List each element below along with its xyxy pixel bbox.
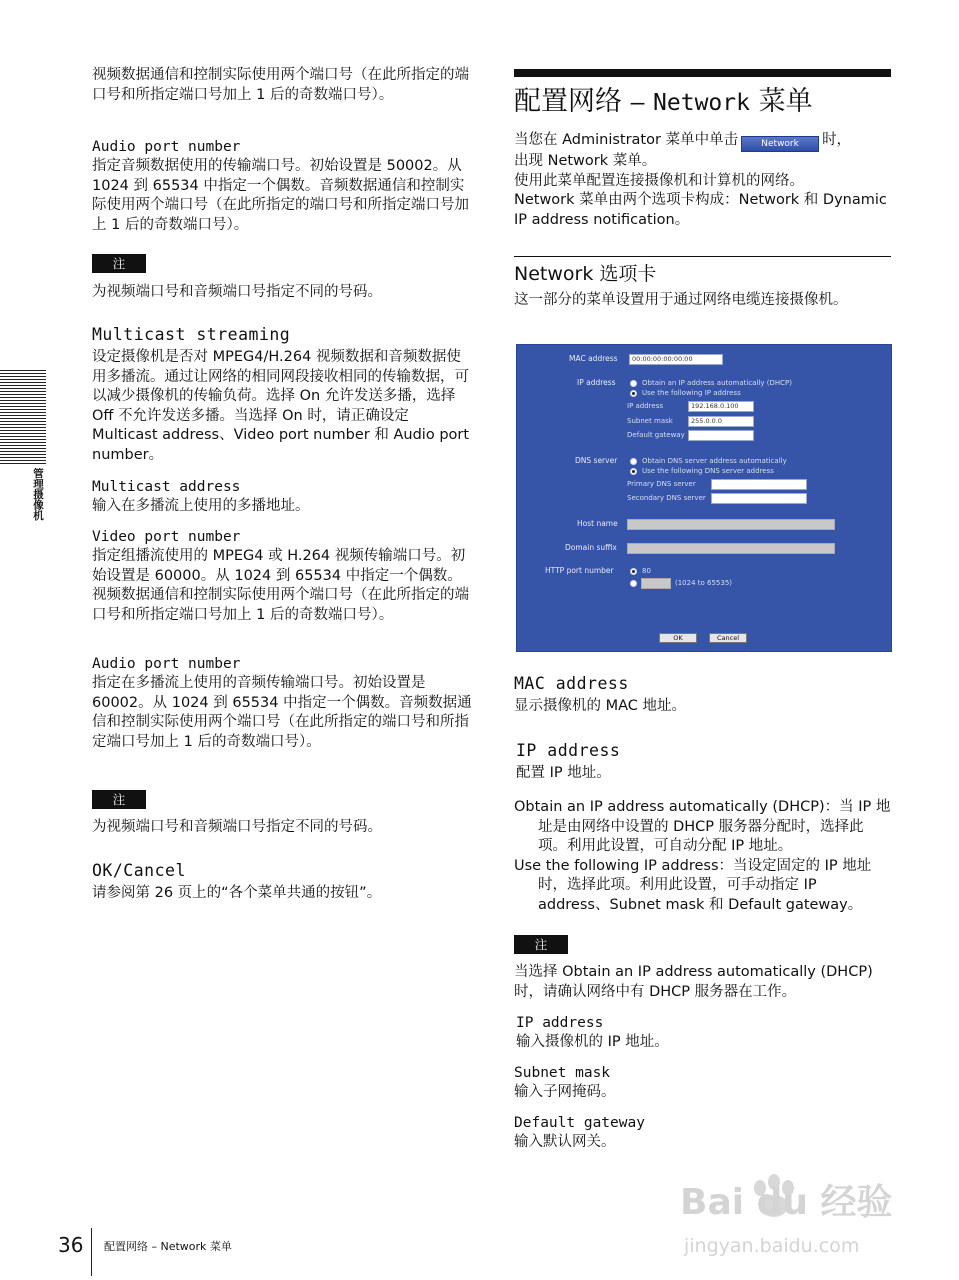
title-en: Network (653, 90, 750, 116)
intro-c: 出现 Network 菜单。 (514, 153, 657, 169)
audio-port-body: 指定音频数据使用的传输端口号。初始设置是 50002。从 1024 到 65534 中指定一个偶数。音频数据通信和控制实际使用两个端口号（在此所指定的端口号和所指定端口号加上 1 后的奇数端口号）。 (92, 158, 469, 233)
note-text-2 (92, 818, 472, 838)
panel-dns-label: DNS server (575, 456, 618, 465)
baidu-paw-icon (680, 1168, 900, 1258)
mac-heading: MAC address (514, 674, 629, 693)
network-tab-body: 这一部分的菜单设置用于通过网络电缆连接摄像机。 (514, 292, 848, 308)
subnet-body: 输入子网掩码。 (514, 1084, 616, 1100)
dhcp-note (514, 963, 892, 1002)
ipaddr-body: 输入摄像机的 IP 地址。 (516, 1034, 669, 1050)
ip-body: 配置 IP 地址。 (516, 765, 611, 781)
panel-ip-radio-auto[interactable] (630, 380, 637, 387)
panel-http-radio-80[interactable] (630, 568, 637, 575)
panel-dns-secondary: Secondary DNS server (627, 494, 706, 502)
gateway-section (514, 1114, 892, 1153)
gateway-heading: Default gateway (514, 1115, 645, 1131)
panel-host-label: Host name (577, 519, 618, 528)
note-tag-3: 注 (514, 935, 568, 954)
network-settings-screenshot (516, 344, 892, 652)
multicast-section (92, 325, 472, 465)
ip-options (514, 798, 892, 915)
multicast-address-heading: Multicast address (92, 479, 241, 495)
mac-body: 显示摄像机的 MAC 地址。 (514, 698, 687, 714)
page-title (514, 84, 813, 121)
watermark-url: jingyan.baidu.com (684, 1235, 860, 1257)
note-tag: 注 (92, 254, 146, 273)
panel-host-field[interactable] (627, 519, 835, 530)
panel-cancel-button[interactable]: Cancel (709, 633, 747, 643)
mac-section (514, 674, 892, 717)
side-tab-stripes (0, 370, 46, 466)
multicast-body: 设定摄像机是否对 MPEG4/H.264 视频数据和音频数据使用多播流。通过让网络的相同网段接收相同的传输数据，可以减少摄像机的传输负荷。选择 On 允许发送多播，选择 Off 不允许发送多播。当选择 On 时，请正确设定 Multicast address、Video port number 和 Audio port number。 (92, 349, 470, 463)
ipaddr-section (516, 1014, 894, 1053)
panel-subnet-field[interactable]: 255.0.0.0 (688, 416, 754, 427)
panel-dns-primary-field[interactable] (711, 479, 807, 490)
title-cn-1: 配置网络 (514, 86, 622, 117)
panel-dns-opt-auto: Obtain DNS server address automatically (642, 457, 787, 465)
intro-e: Network 菜单由两个选项卡构成：Network 和 Dynamic IP address notification。 (514, 192, 887, 228)
audio-port2-body: 指定在多播流上使用的音频传输端口号。初始设置是 60002。从 1024 到 65534 中指定一个偶数。音频数据通信和控制实际使用两个端口号（在此所指定的端口号和所指定端口号加上 1 后的奇数端口号）。 (92, 675, 472, 750)
panel-domain-field[interactable] (627, 543, 835, 554)
gateway-body: 输入默认网关。 (514, 1134, 616, 1150)
panel-ok-button[interactable]: OK (659, 633, 697, 643)
ip-option-obtain: Obtain an IP address automatically (DHCP)：当 IP 地址是由网络中设置的 DHCP 服务器分配时，选择此项。利用此设置，可自动分配 IP 地址。 (514, 799, 891, 854)
panel-domain-label: Domain suffix (565, 543, 617, 552)
note-tag-2: 注 (92, 790, 146, 809)
dhcp-note-body: 当选择 Obtain an IP address automatically (DHCP) 时，请确认网络中有 DHCP 服务器在工作。 (514, 964, 873, 1000)
panel-ip-opt-manual: Use the following IP address (642, 389, 741, 397)
watermark-brand: Bai du 经验 (680, 1182, 893, 1223)
panel-ip-opt-auto: Obtain an IP address automatically (DHCP) (642, 379, 792, 387)
title-cn-2: 菜单 (758, 86, 813, 117)
network-tab-heading: Network 选项卡 (514, 263, 657, 285)
panel-http-80: 80 (642, 567, 651, 575)
ip-heading: IP address (516, 741, 621, 760)
panel-subnet-sub: Subnet mask (627, 417, 673, 425)
panel-mac-label: MAC address (569, 354, 618, 363)
video-port-heading: Video port number (92, 529, 241, 545)
note-body: 为视频端口号和音频端口号指定不同的号码。 (92, 284, 382, 300)
ok-cancel-section (92, 861, 472, 904)
audio-port2-section (92, 655, 472, 752)
video-port-section (92, 528, 472, 625)
ok-cancel-heading: OK/Cancel (92, 861, 186, 880)
ip-section (516, 741, 894, 784)
title-dash: – (630, 90, 645, 116)
note-text (92, 283, 472, 303)
paragraph-video-port-note: 视频数据通信和控制实际使用两个端口号（在此所指定的端口号和所指定端口号加上 1 后的奇数端口号）。 (92, 67, 469, 103)
panel-dns-radio-auto[interactable] (630, 458, 637, 465)
intro-line-1 (514, 131, 892, 152)
panel-http-radio-custom[interactable] (630, 580, 637, 587)
ipaddr-heading: IP address (516, 1015, 604, 1031)
audio-port-section (92, 138, 472, 235)
audio-port-heading: Audio port number (92, 139, 241, 155)
intro-d: 使用此菜单配置连接摄像机和计算机的网络。 (514, 172, 804, 189)
panel-ip-radio-manual[interactable] (630, 390, 637, 397)
multicast-heading: Multicast streaming (92, 325, 291, 344)
side-tab-label: 管理摄像机 (32, 468, 44, 521)
panel-mac-field: 00:00:00:00:00:00 (629, 354, 723, 365)
video-port-body: 指定组播流使用的 MPEG4 或 H.264 视频传输端口号。初始设置是 60000。从 1024 到 65534 中指定一个偶数。视频数据通信和控制实际使用两个端口号（在此所指定的端口号和所指定端口号加上 1 后的奇数端口号）。 (92, 548, 469, 623)
panel-dns-secondary-field[interactable] (711, 493, 807, 504)
panel-dns-primary: Primary DNS server (627, 480, 696, 488)
panel-gateway-sub: Default gateway (627, 431, 685, 439)
audio-port2-heading: Audio port number (92, 656, 241, 672)
page-number: 36 (58, 1233, 84, 1257)
intro-a: 当您在 Administrator 菜单中单击 (514, 132, 739, 148)
multicast-address-body: 输入在多播流上使用的多播地址。 (92, 498, 310, 514)
running-head: 配置网络 – Network 菜单 (104, 1240, 232, 1253)
ok-cancel-body: 请参阅第 26 页上的“各个菜单共通的按钮”。 (92, 885, 382, 901)
title-bar (514, 69, 891, 77)
left-column (92, 66, 472, 105)
panel-gateway-field[interactable] (688, 430, 754, 441)
subnet-section (514, 1064, 892, 1103)
panel-http-label: HTTP port number (545, 566, 614, 575)
panel-ip-label: IP address (577, 378, 616, 387)
intro-section (514, 131, 892, 230)
panel-dns-opt-manual: Use the following DNS server address (642, 467, 774, 475)
multicast-address-section (92, 478, 472, 517)
intro-b: 时， (822, 132, 852, 148)
section-rule (514, 256, 891, 257)
subnet-heading: Subnet mask (514, 1065, 611, 1081)
panel-ip-field[interactable]: 192.168.0.100 (688, 401, 754, 412)
footer-rule (91, 1228, 92, 1276)
ip-option-use: Use the following IP address：当设定固定的 IP 地址时，选择此项。利用此设置，可手动指定 IP address、Subnet mask 和 Default gateway。 (514, 857, 872, 913)
network-menu-button[interactable]: Network (741, 136, 819, 152)
panel-http-range: (1024 to 65535) (675, 579, 733, 587)
note-body-2: 为视频端口号和音频端口号指定不同的号码。 (92, 819, 382, 835)
panel-dns-radio-manual[interactable] (630, 468, 637, 475)
panel-http-field[interactable] (641, 578, 671, 589)
baidu-watermark (680, 1168, 900, 1258)
panel-ip-sub: IP address (627, 402, 664, 410)
network-tab-section (514, 262, 892, 311)
